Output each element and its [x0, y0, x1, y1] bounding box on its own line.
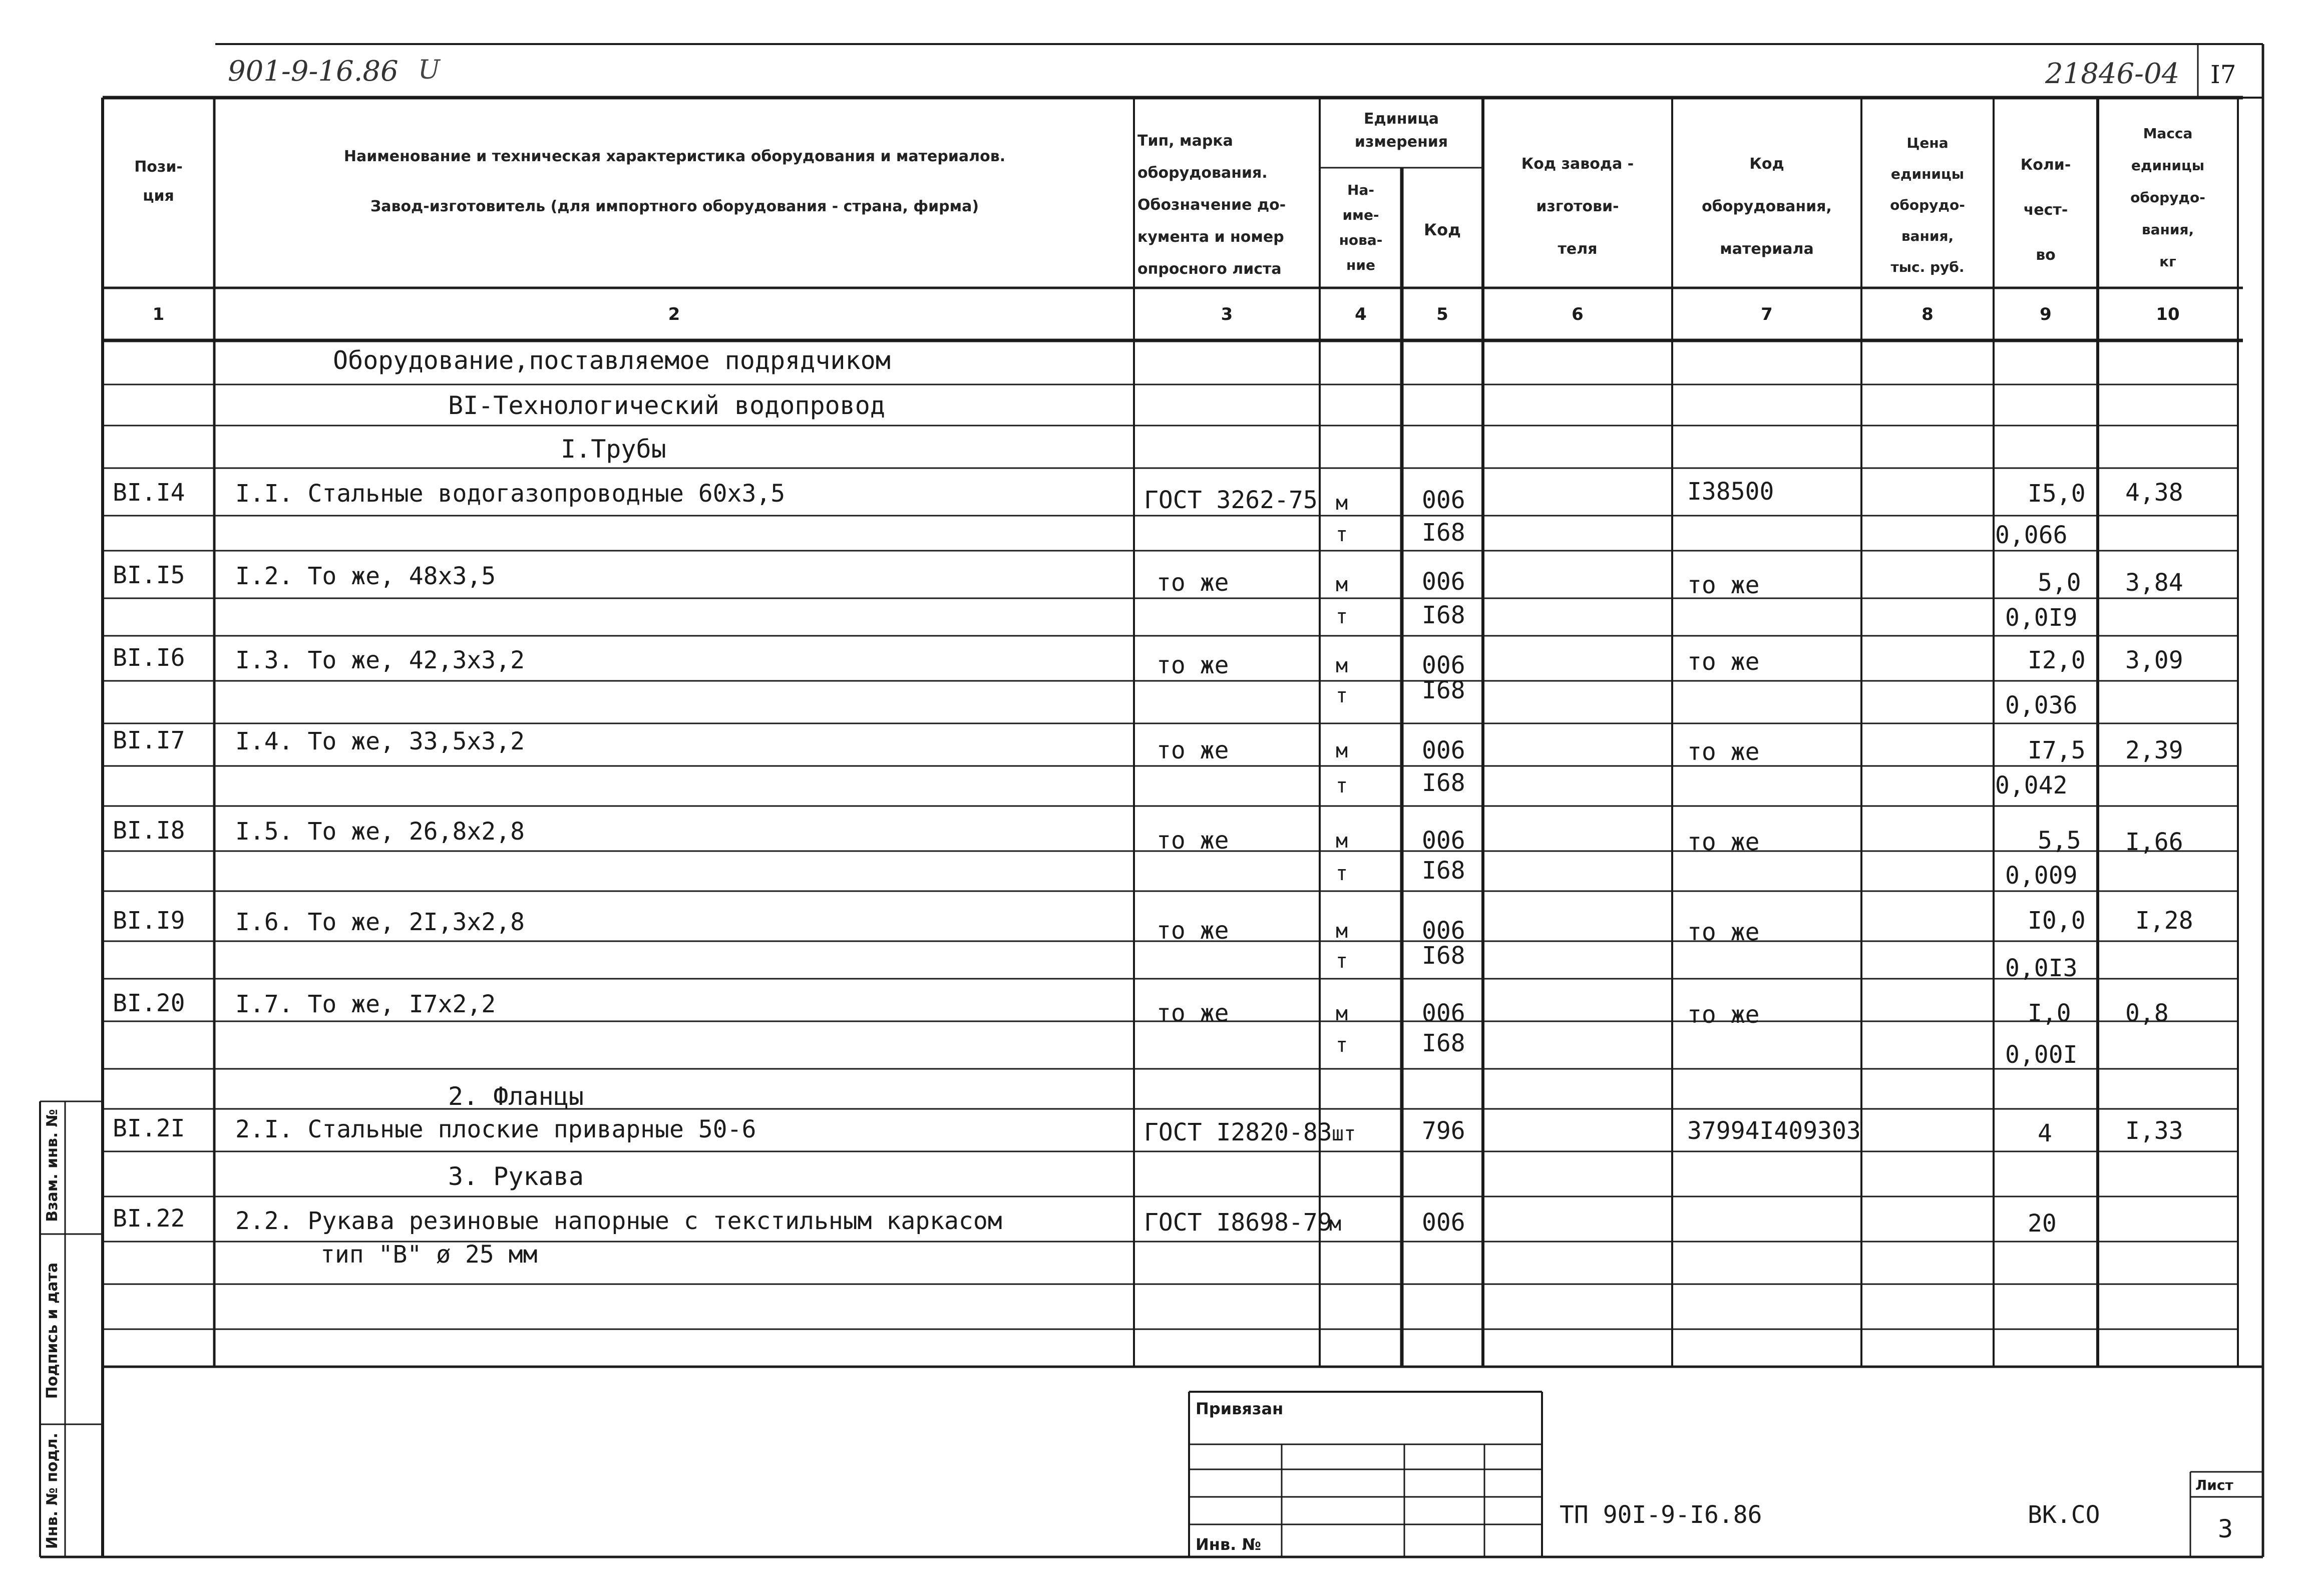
cell-type: ГОСТ I8698-79	[1144, 1209, 1332, 1237]
archive-number-handwritten: 21846-04	[2045, 58, 2180, 90]
cell-unit: м	[1336, 492, 1348, 515]
cell-unit: м	[1336, 739, 1348, 762]
cell-quantity: 0,0I3	[2005, 954, 2078, 982]
header-col2-line1: Наименование и техническая характеристика оборудования и материалов.	[343, 148, 1006, 165]
cell-quantity: I2,0	[2028, 646, 2086, 674]
cell-unit-code: 006	[1422, 568, 1465, 596]
cell-equipment-code: то же	[1687, 918, 1760, 946]
section-subtitle: BI-Технологический водопровод	[448, 391, 885, 420]
cell-quantity: 0,009	[2005, 862, 2078, 890]
col-number-1: 1	[152, 304, 165, 324]
cell-type: ГОСТ 3262-75	[1144, 486, 1318, 514]
cell-equipment-code: то же	[1687, 1001, 1760, 1029]
cell-quantity: 0,00I	[2005, 1041, 2078, 1069]
cell-unit: м	[1336, 1002, 1348, 1025]
cell-unit: т	[1336, 1034, 1348, 1057]
cell-unit: т	[1336, 684, 1348, 707]
cell-unit-code: I68	[1422, 1029, 1465, 1057]
stamp-sheet-number: 3	[2218, 1514, 2233, 1543]
cell-quantity: 0,042	[1995, 771, 2068, 800]
side-label-original-inventory: Инв. № подл.	[44, 1432, 61, 1549]
cell-unit-code: I68	[1422, 857, 1465, 885]
cell-quantity: I0,0	[2028, 907, 2086, 935]
cell-name: I.5. То же, 26,8х2,8	[235, 818, 525, 846]
stamp-sheet-label: Лист	[2195, 1477, 2233, 1493]
header-col10: Масса единицы оборудо- вания, кг	[2130, 125, 2205, 270]
col-number-10: 10	[2156, 304, 2180, 324]
side-label-replace-inventory: Взам. инв. №	[44, 1109, 61, 1222]
cell-mass: I,66	[2125, 828, 2183, 856]
cell-name: I.3. То же, 42,3х3,2	[235, 646, 525, 674]
cell-position: BI.20	[113, 989, 185, 1017]
cell-position: BI.2I	[113, 1114, 185, 1142]
cell-quantity: 4	[2038, 1119, 2052, 1147]
cell-mass: 3,09	[2125, 646, 2183, 674]
header-col9: Коли- чест- во	[2020, 156, 2071, 264]
cell-unit: м	[1329, 1213, 1342, 1236]
cell-name: I.7. То же, I7х2,2	[235, 990, 496, 1018]
cell-unit-code: 006	[1422, 486, 1465, 514]
header-col6: Код завода - изготови- теля	[1521, 155, 1634, 258]
cell-unit-code: I68	[1422, 601, 1465, 629]
cell-position: BI.I8	[113, 817, 185, 845]
cell-unit: т	[1336, 774, 1348, 797]
side-label-signature-date: Подпись и дата	[44, 1262, 61, 1399]
sheet-number-top: I7	[2210, 60, 2236, 89]
cell-unit-code: 006	[1422, 917, 1465, 945]
cell-position: BI.22	[113, 1205, 185, 1233]
cell-quantity: I7,5	[2028, 736, 2086, 764]
cell-unit-code: I68	[1422, 519, 1465, 547]
header-unit-group: Единица измерения	[1354, 110, 1448, 151]
cell-unit-code: 006	[1422, 999, 1465, 1027]
cell-name: I.6. То же, 2I,3х2,8	[235, 908, 525, 936]
cell-unit: м	[1336, 920, 1348, 943]
cell-name: 2.I. Стальные плоские приварные 50-6	[235, 1115, 756, 1143]
cell-position: BI.I7	[113, 726, 185, 754]
cell-type: то же	[1157, 917, 1229, 945]
cell-unit: м	[1336, 654, 1348, 677]
doc-code-handwritten: 901-9-16.86	[228, 55, 399, 88]
cell-unit-code: I68	[1422, 769, 1465, 797]
cell-unit-code: 006	[1422, 651, 1465, 679]
group-title-flanges: 2. Фланцы	[448, 1082, 584, 1111]
cell-unit: т	[1336, 950, 1348, 973]
col-number-5: 5	[1436, 304, 1448, 324]
cell-mass: 0,8	[2125, 999, 2169, 1027]
cell-type: то же	[1157, 569, 1229, 597]
cell-name: I.I. Стальные водогазопроводные 60х3,5	[235, 480, 786, 508]
cell-quantity: 0,036	[2005, 691, 2078, 719]
cell-unit-code: 796	[1422, 1117, 1465, 1145]
cell-position: BI.I5	[113, 561, 185, 589]
col-number-3: 3	[1221, 304, 1233, 324]
cell-mass: I,28	[2135, 907, 2193, 935]
col-number-7: 7	[1761, 304, 1773, 324]
stamp-mark-code: ВК.СО	[2028, 1501, 2100, 1529]
col-number-2: 2	[668, 304, 680, 324]
cell-unit-code: 006	[1422, 736, 1465, 764]
stamp-attached-label: Привязан	[1196, 1399, 1284, 1418]
cell-name: 2.2. Рукава резиновые напорные с текстильным каркасом	[235, 1207, 1002, 1235]
section-title: Оборудование,поставляемое подрядчиком	[333, 346, 891, 375]
cell-quantity: 0,0I9	[2005, 604, 2078, 632]
cell-quantity: I5,0	[2028, 480, 2086, 508]
cell-unit: т	[1336, 862, 1348, 885]
cell-mass: 3,84	[2125, 569, 2183, 597]
header-col1: Пози- ция	[134, 158, 183, 205]
group-title-pipes: I.Трубы	[561, 435, 666, 464]
header-col5: Код	[1424, 220, 1461, 239]
header-col3: Тип, марка оборудования. Обозначение до- кумента и номер опросного листа	[1137, 132, 1286, 278]
cell-quantity: 20	[2028, 1210, 2057, 1238]
cell-unit: т	[1336, 523, 1348, 546]
cell-type: то же	[1157, 736, 1229, 764]
cell-equipment-code: то же	[1687, 648, 1760, 676]
cell-unit-code: I68	[1422, 942, 1465, 970]
header-col8: Цена единицы оборудо- вания, тыс. руб.	[1890, 135, 1965, 275]
cell-unit: т	[1336, 605, 1348, 628]
col-number-9: 9	[2040, 304, 2052, 324]
cell-quantity: 5,5	[2038, 827, 2081, 855]
col-number-6: 6	[1572, 304, 1584, 324]
header-col7: Код оборудования, материала	[1702, 155, 1832, 258]
cell-name-continued: тип "В" ø 25 мм	[320, 1241, 538, 1269]
cell-position: BI.I4	[113, 479, 185, 507]
cell-equipment-code: то же	[1687, 828, 1760, 856]
col-number-8: 8	[1921, 304, 1934, 324]
cell-unit: м	[1336, 830, 1348, 853]
cell-equipment-code: то же	[1687, 571, 1760, 599]
cell-mass: 2,39	[2125, 736, 2183, 764]
cell-position: BI.I6	[113, 644, 185, 672]
cell-position: BI.I9	[113, 907, 185, 935]
cell-unit-code: I68	[1422, 676, 1465, 704]
header-col4: На- име- нова- ние	[1339, 182, 1383, 273]
cell-quantity: I,0	[2028, 999, 2071, 1027]
cell-type: то же	[1157, 651, 1229, 679]
stamp-inventory-label: Инв. №	[1196, 1535, 1261, 1554]
doc-mark-handwritten: U	[418, 55, 440, 85]
cell-type: ГОСТ I2820-83	[1144, 1118, 1332, 1146]
cell-mass: 4,38	[2125, 479, 2183, 507]
cell-type: то же	[1157, 999, 1229, 1027]
stamp-document-code: ТП 90I-9-I6.86	[1560, 1501, 1762, 1529]
cell-mass: I,33	[2125, 1117, 2183, 1145]
cell-unit: м	[1336, 573, 1348, 596]
header-col2-line2: Завод-изготовитель (для импортного оборудования - страна, фирма)	[370, 198, 979, 215]
cell-equipment-code: I38500	[1687, 478, 1774, 506]
cell-type: то же	[1157, 827, 1229, 855]
col-number-4: 4	[1355, 304, 1367, 324]
cell-quantity: 5,0	[2038, 569, 2081, 597]
cell-name: I.2. То же, 48х3,5	[235, 562, 496, 590]
cell-equipment-code: то же	[1687, 738, 1760, 766]
cell-name: I.4. То же, 33,5х3,2	[235, 727, 525, 755]
group-title-hoses: 3. Рукава	[448, 1162, 584, 1191]
cell-quantity: 0,066	[1995, 521, 2068, 549]
cell-equipment-code: 37994I409303	[1687, 1117, 1861, 1145]
cell-unit: шт	[1332, 1122, 1356, 1145]
cell-unit-code: 006	[1422, 1209, 1465, 1237]
cell-unit-code: 006	[1422, 827, 1465, 855]
